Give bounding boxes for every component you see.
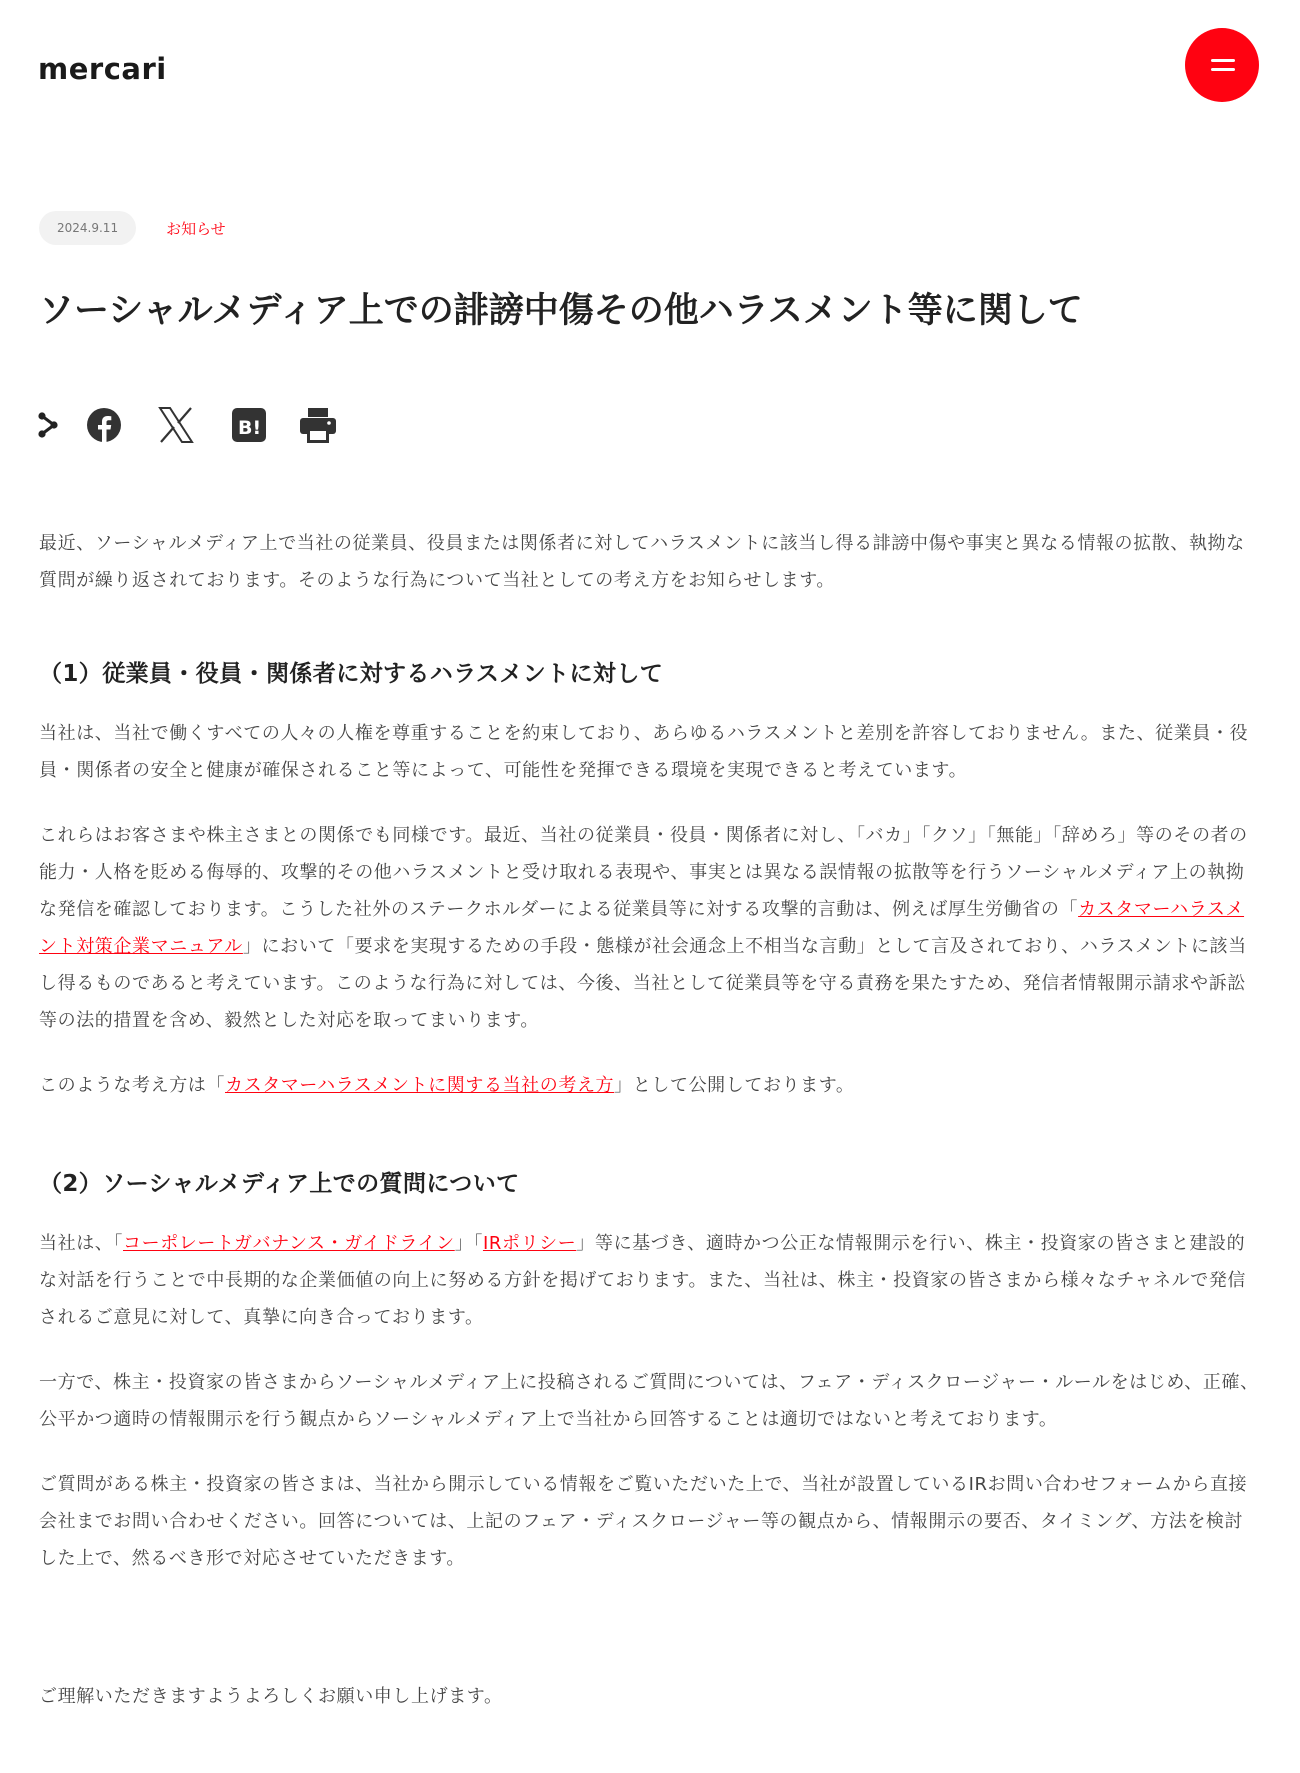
paragraph-text: 当社は、「	[39, 1233, 123, 1254]
category-link[interactable]: お知らせ	[166, 219, 226, 238]
hamburger-menu-icon	[1211, 59, 1235, 62]
corporate-governance-guideline-link[interactable]: コーポレートガバナンス・ガイドライン	[123, 1233, 455, 1254]
paragraph-text: このような考え方は「	[39, 1075, 225, 1096]
svg-text:B!: B!	[238, 417, 262, 439]
article-meta	[39, 211, 226, 245]
x-icon[interactable]	[156, 405, 196, 445]
hatena-bookmark-icon[interactable]	[230, 405, 270, 445]
paragraph-text: 」「	[454, 1233, 483, 1254]
section1-paragraph-2	[39, 817, 1259, 1039]
print-icon[interactable]	[298, 405, 338, 445]
section2-paragraph-3: ご質問がある株主・投資家の皆さまは、当社から開示している情報をご覧いただいた上で、当社が設置しているIRお問い合わせフォームから直接会社までお問い合わせください。回答については、上記のフェア・ディスクロージャー等の観点から、情報開示の要否、タイミング、方法を検討した上で、然るべき形で対応させていただきます。	[39, 1474, 1248, 1569]
intro-paragraph: 最近、ソーシャルメディア上で当社の従業員、役員または関係者に対してハラスメントに該当し得る誹謗中傷や事実と異なる情報の拡散、執拗な質問が繰り返されております。そのような行為について当社としての考え方をお知らせします。	[39, 533, 1245, 591]
page-title: ソーシャルメディア上での誹謗中傷その他ハラスメント等に関して	[39, 291, 1083, 331]
facebook-icon[interactable]	[84, 405, 124, 445]
mercari-logo[interactable]: mercari	[38, 52, 167, 86]
paragraph-text: 」等に基づき、適時かつ公正な情報開示を行い、株主・投資家の皆さまと建設的な対話を行うことで中長期的な企業価値の向上に努める方針を掲げております。また、当社は、株主・投資家の皆さまから様々なチャネルで発信されるご意見に対して、真摯に向き合っております。	[39, 1233, 1247, 1328]
section1-heading: （1）従業員・役員・関係者に対するハラスメントに対して	[39, 661, 664, 687]
paragraph-text: 」として公開しております。	[614, 1075, 855, 1096]
hamburger-menu-icon-bar	[1211, 68, 1235, 71]
paragraph-text: これらはお客さまや株主さまとの関係でも同様です。最近、当社の従業員・役員・関係者に対し、「バカ」「クソ」「無能」「辞めろ」等のその者の能力・人格を貶める侮辱的、攻撃的その他ハラスメントと受け取れる表現や、事実とは異なる誤情報の拡散等を行うソーシャルメディア上の執拗な発信を確認しております。こうした社外のステークホルダーによる従業員等に対する攻撃的言動は、例えば厚生労働省の「	[39, 825, 1248, 920]
share-icon[interactable]	[38, 405, 78, 445]
date-badge: 2024.9.11	[39, 211, 136, 245]
ir-policy-link[interactable]: IRポリシー	[482, 1233, 577, 1254]
article-body	[39, 525, 1259, 1715]
section1-paragraph-3	[39, 1067, 1259, 1104]
section2-paragraph-1	[39, 1225, 1259, 1336]
customer-harassment-manual-link[interactable]: カスタマーハラスメント対策企業マニュアル	[39, 899, 1245, 957]
section2-heading: （2）ソーシャルメディア上での質問について	[39, 1171, 520, 1197]
site-header	[0, 0, 1300, 130]
menu-button[interactable]	[1185, 28, 1259, 102]
share-buttons	[38, 405, 438, 445]
closing-paragraph: ご理解いただきますようよろしくお願い申し上げます。	[39, 1686, 503, 1707]
section1-paragraph-1: 当社は、当社で働くすべての人々の人権を尊重することを約束しており、あらゆるハラスメントと差別を許容しておりません。また、従業員・役員・関係者の安全と健康が確保されること等によって、可能性を発揮できる環境を実現できると考えています。	[39, 723, 1249, 781]
paragraph-text: 」において「要求を実現するための手段・態様が社会通念上不相当な言動」として言及されており、ハラスメントに該当し得るものであると考えています。このような行為に対しては、今後、当社として従業員等を守る責務を果たすため、発信者情報開示請求や訴訟等の法的措置を含め、毅然とした対応を取ってまいります。	[39, 936, 1247, 1031]
section2-paragraph-2: 一方で、株主・投資家の皆さまからソーシャルメディア上に投稿されるご質問については、フェア・ディスクロージャー・ルールをはじめ、正確、公平かつ適時の情報開示を行う観点からソーシャルメディア上で当社から回答することは適切ではないと考えております。	[39, 1372, 1259, 1430]
customer-harassment-policy-link[interactable]: カスタマーハラスメントに関する当社の考え方	[225, 1075, 615, 1096]
